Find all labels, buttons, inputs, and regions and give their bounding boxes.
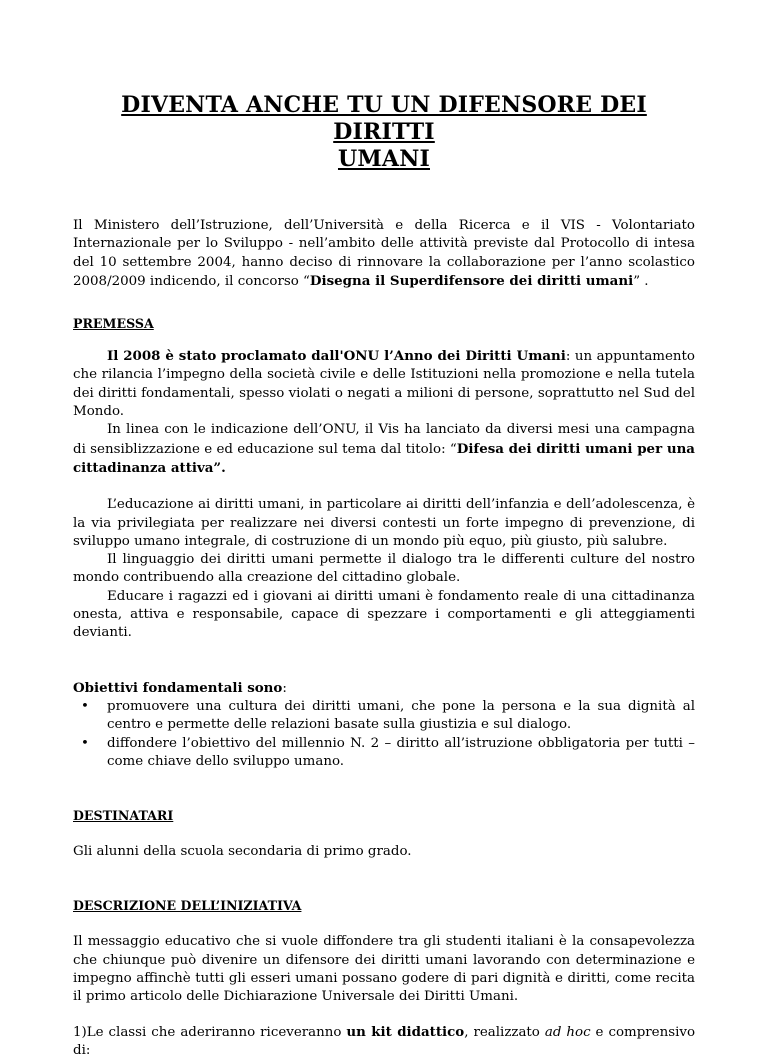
- kit-intro: 1)Le classi che aderiranno riceveranno: [73, 1024, 347, 1040]
- ad-hoc-text: ad hoc: [544, 1024, 591, 1040]
- kit-mid: , realizzato: [464, 1024, 545, 1040]
- obiettivi-heading: Obiettivi fondamentali sono: [73, 679, 283, 696]
- document-page: [73, 0, 695, 1060]
- bullet-icon: •: [81, 735, 89, 751]
- obiettivi-colon: :: [282, 680, 287, 696]
- premessa-heading: PREMESSA: [73, 316, 154, 332]
- page-title: [73, 92, 695, 173]
- intro-paragraph: [73, 217, 695, 291]
- premessa-p2-text: In linea con le indicazione dell’ONU, il Vis ha lanciato da diversi mesi una campagna di sensiblizzazione e ed educazione sul tema dal titolo: “: [73, 422, 695, 457]
- list-item: [73, 735, 695, 772]
- kit-label: un kit didattico: [346, 1023, 465, 1040]
- contest-name: Disegna il Superdifensore dei diritti umani: [309, 272, 634, 289]
- premessa-paragraph-2: [73, 421, 695, 478]
- intro-after: ” .: [633, 273, 649, 289]
- kit-end: e comprensivo di:: [73, 1024, 696, 1058]
- premessa-bold-statement: Il 2008 è stato proclamato dall'ONU l’Anno dei Diritti Umani: [107, 348, 566, 365]
- list-item-text: promuovere una cultura dei diritti umani, che pone la persona e la sua dignità al centro e permette delle relazioni basate sulla giustizia e sul dialogo.: [107, 698, 695, 733]
- list-item: [73, 698, 695, 735]
- destinatari-heading: DESTINATARI: [73, 808, 174, 824]
- premessa-paragraph-3: L’educazione ai diritti umani, in particolare ai diritti dell’infanzia e dell’adolescenza, è la via privilegiata per realizzare nei diversi contesti un forte impegno di prevenzione, di sviluppo umano integrale, di costruzione di un mondo più equo, più giusto, più salubre.: [73, 497, 695, 549]
- obiettivi-list: [73, 698, 695, 771]
- obiettivi-label: [73, 679, 695, 698]
- intro-text: Il Ministero dell’Istruzione, dell’Università e della Ricerca e il VIS - Volontariato Internazionale per lo Sviluppo - nell’ambito delle attività previste dal Protocollo di intesa del 10 settembre 2004, hanno deciso di rinnovare la collaborazione per l’anno scolastico 2008/2009 indicendo, il concorso “: [73, 218, 695, 289]
- title-line-2: UMANI: [337, 146, 430, 172]
- campaign-title: Difesa dei diritti umani per una cittadinanza attiva”.: [73, 440, 695, 476]
- premessa-p1-rest: : un appuntamento che rilancia l’impegno della società civile e delle Istituzioni nella promozione e nella tutela dei diritti fondamentali, spesso violati o negati a milioni di persone, soprattutto nel Sud del Mondo.: [73, 349, 695, 420]
- premessa-paragraph-4: Il linguaggio dei diritti umani permette il dialogo tra le differenti culture del nostro mondo contribuendo alla creazione del cittadino globale.: [73, 552, 695, 586]
- list-item-text: diffondere l’obiettivo del millennio N. 2 – diritto all’istruzione obbligatoria per tutti – come chiave dello sviluppo umano.: [107, 735, 695, 769]
- descrizione-paragraph-1: Il messaggio educativo che si vuole diffondere tra gli studenti italiani è la consapevolezza che chiunque può divenire un difensore dei diritti umani lavorando con determinazione e impegno affinchè tutti gli esseri umani possano godere di pari dignità e diritti, come recita il primo articolo delle Dichiarazione Universale dei Diritti Umani.: [73, 934, 695, 1005]
- destinatari-text: Gli alunni della scuola secondaria di primo grado.: [73, 844, 412, 860]
- premessa-paragraph-5: Educare i ragazzi ed i giovani ai diritti umani è fondamento reale di una cittadinanza onesta, attiva e responsabile, capace di spezzare i comportamenti e gli atteggiamenti devianti.: [73, 588, 695, 641]
- descrizione-paragraph-2: [73, 1023, 695, 1060]
- descrizione-heading: DESCRIZIONE DELL’INIZIATIVA: [73, 898, 302, 914]
- bullet-icon: •: [81, 698, 89, 714]
- title-line-1: DIVENTA ANCHE TU UN DIFENSORE DEI DIRITTI: [121, 92, 647, 145]
- premessa-paragraph-1: [73, 347, 695, 421]
